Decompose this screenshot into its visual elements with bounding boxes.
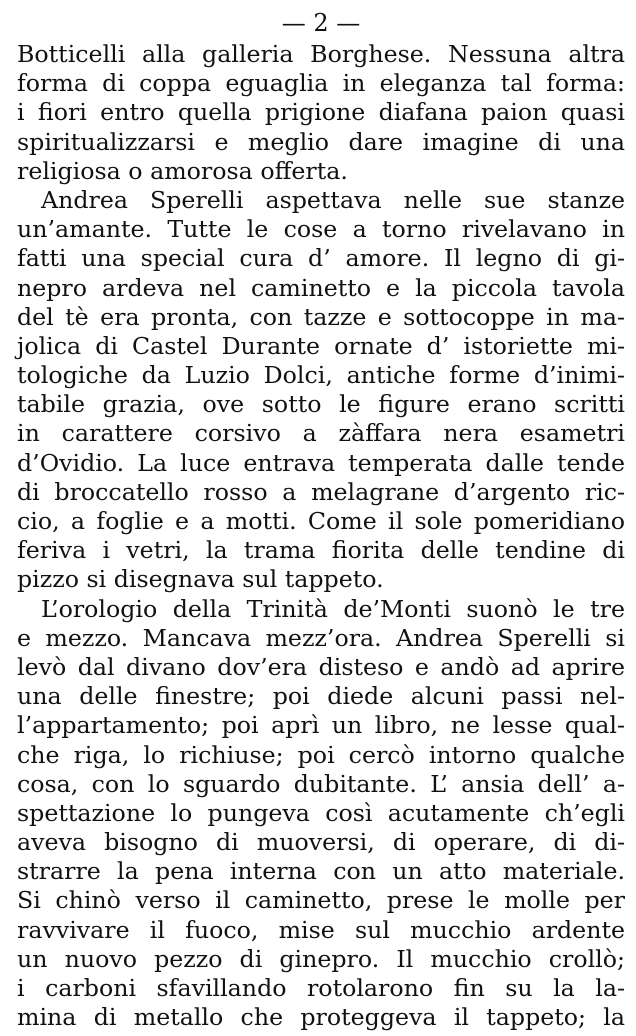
text-line: di broccatello rosso a melagrane d’argento ric-: [17, 477, 625, 506]
text-line: Andrea Sperelli aspettava nelle sue stanze: [41, 185, 625, 214]
text-line: cio, a foglie e a motti. Come il sole pomeridiano: [17, 507, 625, 535]
text-line: Botticelli alla galleria Borghese. Nessuna altra: [17, 40, 625, 68]
text-line: strarre la pena interna con un atto materiale.: [17, 857, 625, 886]
text-line: nepro ardeva nel caminetto e la piccola tavola: [17, 273, 625, 302]
text-line: i fiori entro quella prigione diafana paion quasi: [17, 98, 625, 127]
text-line: forma di coppa eguaglia in eleganza tal forma:: [17, 69, 625, 98]
text-line: l’appartamento; poi aprì un libro, ne lesse qual-: [17, 711, 625, 740]
text-line: spiritualizzarsi e meglio dare imagine di una: [17, 127, 625, 156]
page-number: — 2 —: [281, 9, 361, 37]
text-line: in carattere corsivo a zàffara nera esametri: [17, 419, 625, 448]
text-line: levò dal divano dov’era disteso e andò ad aprire: [17, 652, 625, 681]
text-line: un’amante. Tutte le cose a torno rivelavano in: [17, 215, 625, 244]
text-line: aveva bisogno di muoversi, di operare, di di-: [17, 828, 625, 857]
text-line: tabile grazia, ove sotto le figure erano scritti: [17, 390, 625, 419]
text-line: un nuovo pezzo di ginepro. Il mucchio crollò;: [17, 944, 625, 973]
text-line: fatti una special cura d’ amore. Il legno di gi-: [17, 244, 625, 273]
paragraph: [17, 40, 625, 186]
text-line: pizzo si disegnava sul tappeto.: [17, 565, 384, 594]
text-line: una delle finestre; poi diede alcuni passi nel-: [17, 682, 625, 711]
text-line: del tè era pronta, con tazze e sottocoppe in ma-: [17, 302, 625, 331]
text-line: che riga, lo richiuse; poi cercò intorno qualche: [17, 740, 625, 769]
paragraph: [17, 595, 625, 1033]
text-line: i carboni sfavillando rotolarono fin su la la-: [17, 974, 625, 1002]
text-line: feriva i vetri, la trama fiorita delle tendine di: [17, 536, 625, 565]
text-line: mina di metallo che proteggeva il tappeto; la: [17, 1003, 625, 1032]
text-line: L’orologio della Trinità de’Monti suonò le tre: [41, 594, 625, 623]
text-line: ravvivare il fuoco, mise sul mucchio ardente: [17, 915, 625, 944]
text-line: spettazione lo pungeva così acutamente ch’egli: [17, 798, 625, 827]
paragraph: [17, 186, 625, 595]
text-line: jolica di Castel Durante ornate d’ istoriette mi-: [17, 331, 625, 360]
text-line: religiosa o amorosa offerta.: [17, 156, 348, 185]
text-line: d’Ovidio. La luce entrava temperata dalle tende: [17, 448, 625, 477]
text-line: tologiche da Luzio Dolci, antiche forme d’inimi-: [17, 361, 625, 390]
text-line: e mezzo. Mancava mezz’ora. Andrea Sperelli si: [17, 623, 625, 652]
text-line: cosa, con lo sguardo dubitante. L’ ansia dell’ a-: [17, 769, 625, 798]
text-line: Si chinò verso il caminetto, prese le molle per: [17, 886, 625, 915]
book-page: [17, 8, 625, 1032]
